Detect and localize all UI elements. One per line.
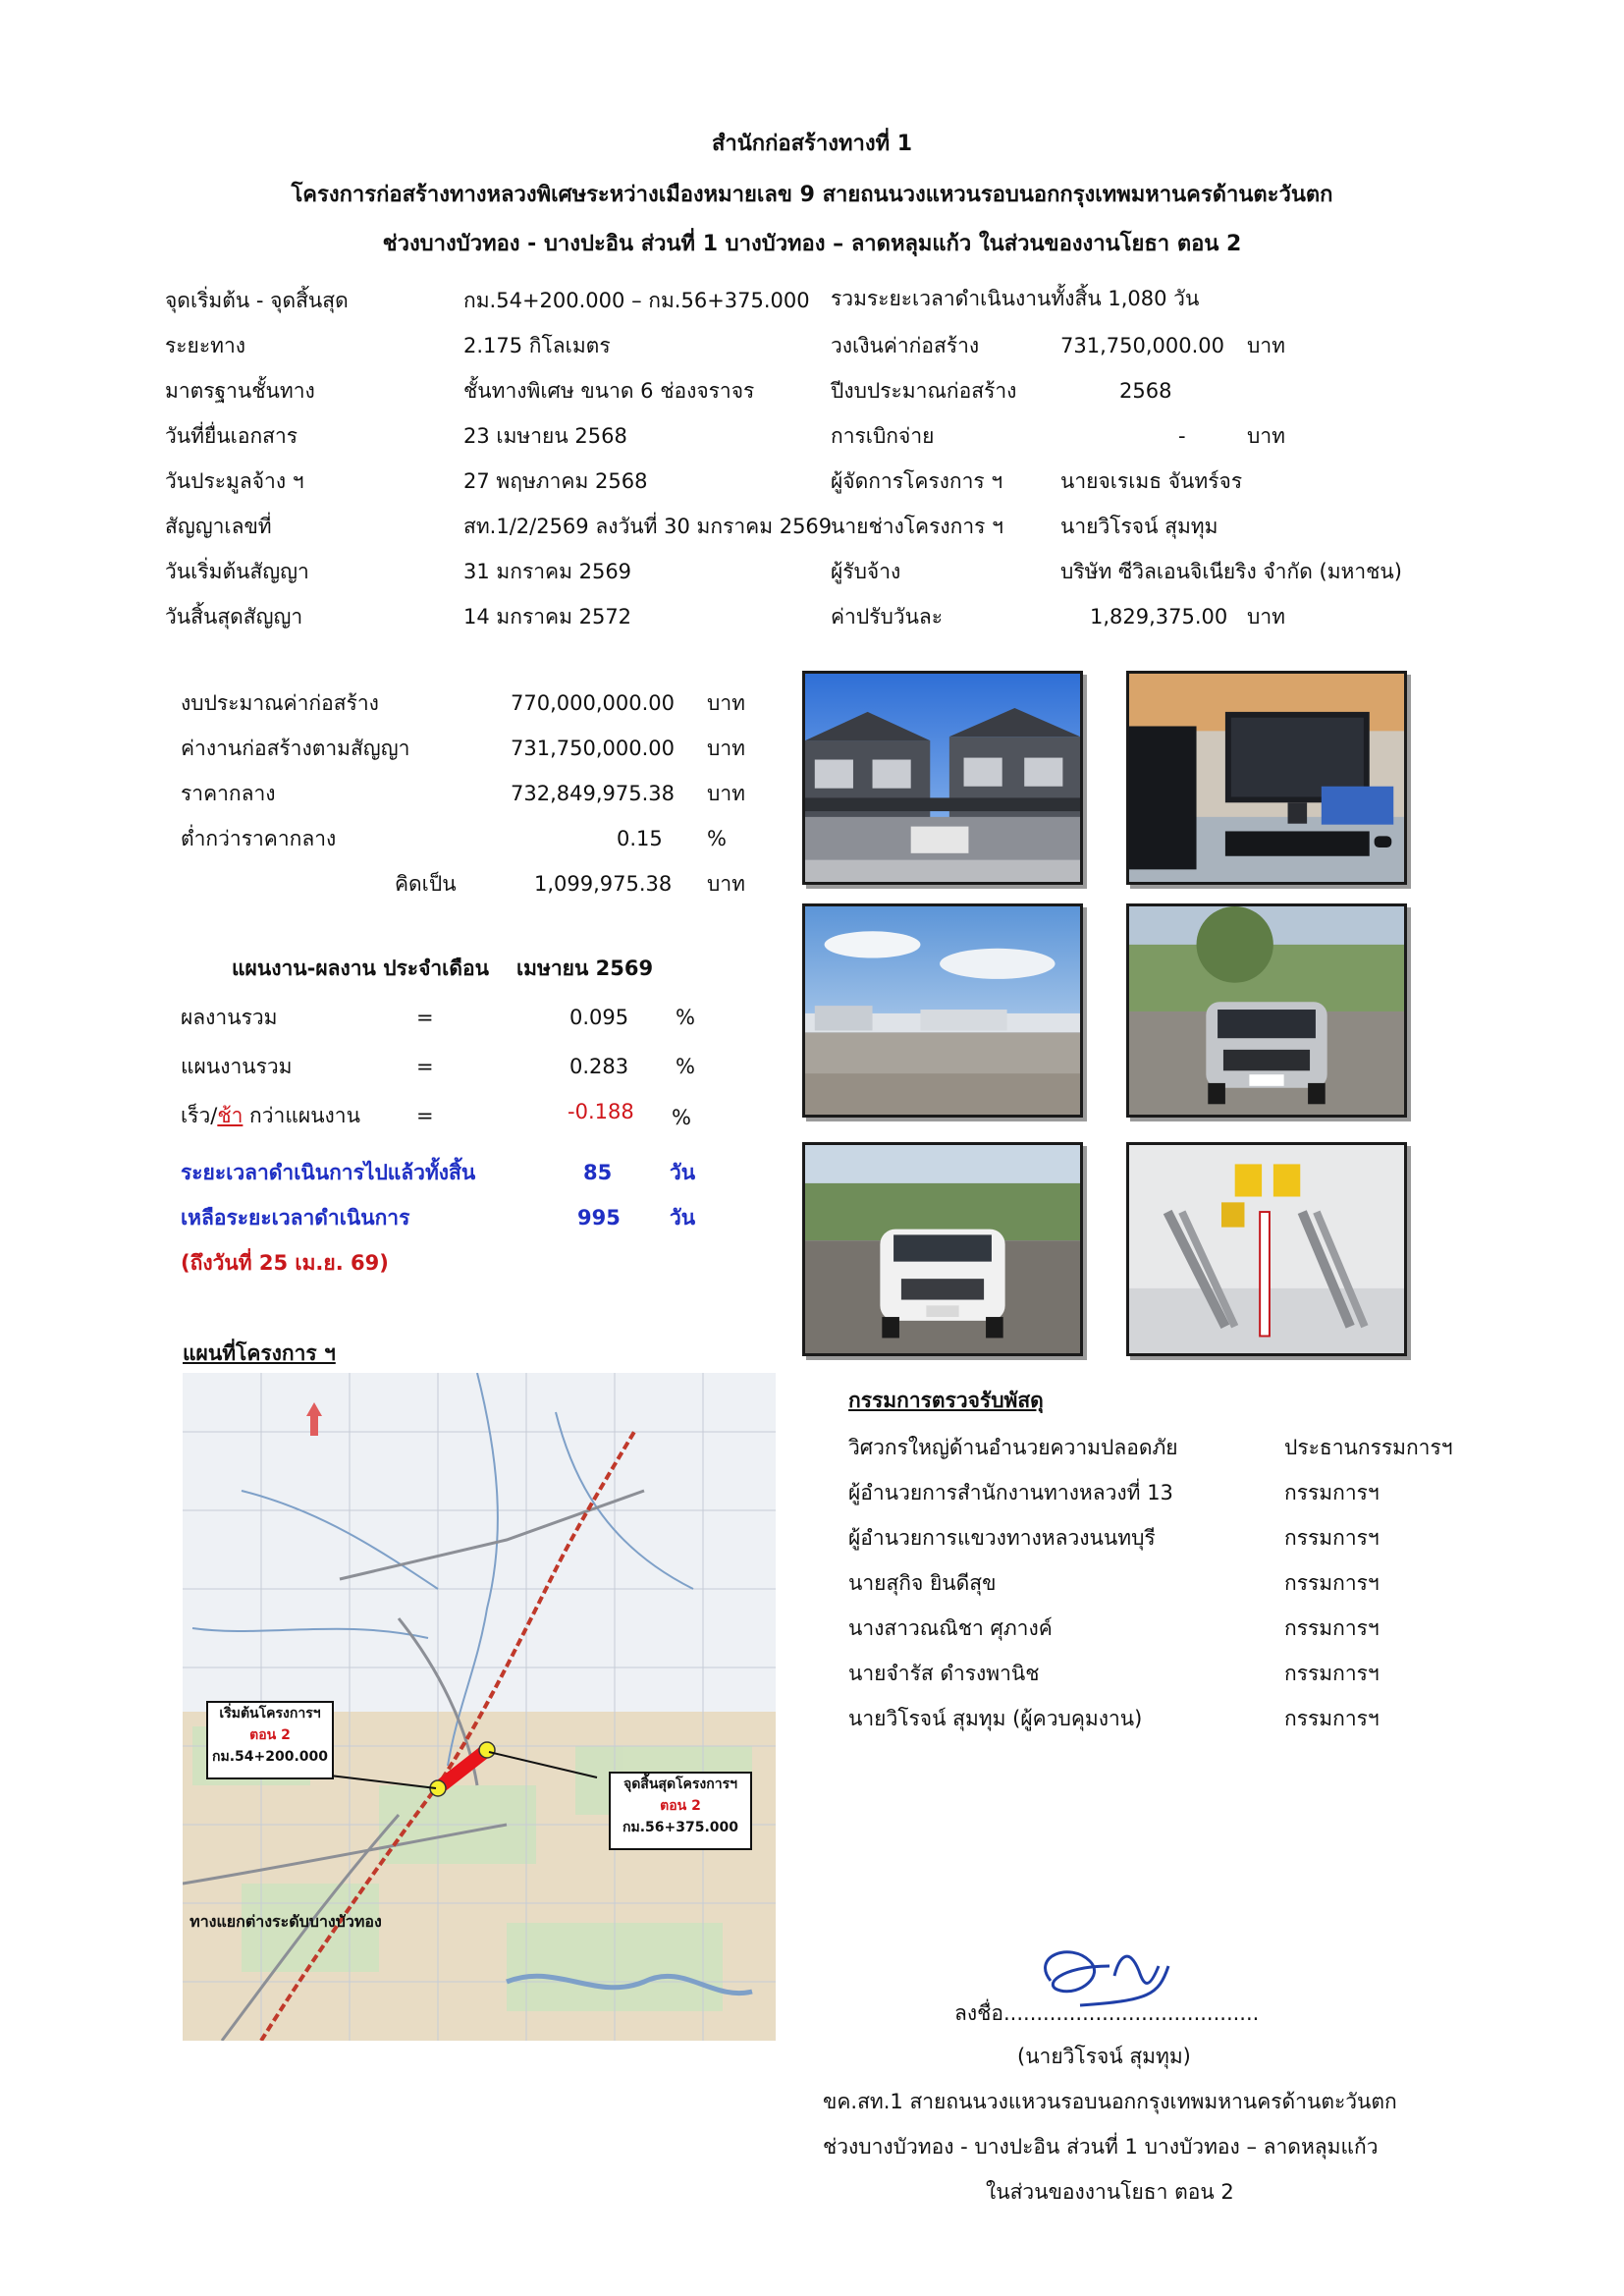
committee-role: กรรมการฯ	[1284, 1571, 1380, 1595]
info-unit: บาท	[1247, 605, 1285, 629]
progress-label: แผนงานรวม	[181, 1055, 293, 1078]
info-label: วันที่ยื่นเอกสาร	[165, 424, 298, 448]
committee-member: นางสาวณณิชา ศุภางค์	[848, 1616, 1053, 1640]
map-title: แผนที่โครงการ ฯ	[183, 1341, 336, 1365]
map-start-callout	[206, 1701, 334, 1779]
photo-white-truck	[802, 1142, 1083, 1356]
info-label: วงเงินค่าก่อสร้าง	[831, 334, 980, 357]
remaining-unit: วัน	[670, 1206, 696, 1230]
committee-role: กรรมการฯ	[1284, 1616, 1380, 1640]
budget-value: 732,849,975.38	[511, 782, 675, 805]
budget-label: งบประมาณค่าก่อสร้าง	[181, 691, 379, 715]
committee-member: นายวิโรจน์ สุมทุม (ผู้ควบคุมงาน)	[848, 1707, 1143, 1730]
progress-eq: =	[416, 1104, 434, 1127]
end-km: กม.56+375.000	[622, 1820, 738, 1835]
start-km: กม.54+200.000	[211, 1749, 328, 1765]
info-unit: บาท	[1247, 334, 1285, 357]
computer-photo	[1129, 674, 1404, 882]
office-title: สำนักก่อสร้างทางที่ 1	[711, 132, 913, 156]
info-value: สท.1/2/2569 ลงวันที่ 30 มกราคม 2569	[463, 515, 833, 538]
info-value: 2.175 กิโลเมตร	[463, 334, 611, 357]
than-plan-label: กว่าแผนงาน	[243, 1104, 360, 1127]
progress-value: 0.095	[569, 1006, 629, 1029]
progress-diff-label	[181, 1102, 360, 1129]
progress-unit: %	[676, 1055, 695, 1078]
committee-member: วิศวกรใหญ่ด้านอำนวยความปลอดภัย	[848, 1436, 1178, 1459]
committee-role: ประธานกรรมการฯ	[1284, 1436, 1453, 1459]
info-unit: บาท	[1247, 424, 1285, 448]
info-value: กม.54+200.000 – กม.56+375.000	[463, 289, 810, 312]
budget-label: ค่างานก่อสร้างตามสัญญา	[181, 737, 410, 760]
progress-value: 0.283	[569, 1055, 629, 1078]
info-value: 27 พฤษภาคม 2568	[463, 469, 648, 493]
budget-label: คิดเป็น	[395, 872, 457, 896]
progress-eq: =	[416, 1006, 434, 1029]
info-label: วันสิ้นสุดสัญญา	[165, 605, 303, 629]
budget-value: 731,750,000.00	[511, 737, 675, 760]
budget-unit: บาท	[707, 691, 745, 715]
info-label: สัญญาเลขที่	[165, 515, 272, 538]
budget-unit: %	[707, 827, 727, 850]
info-label: ปีงบประมาณก่อสร้าง	[831, 379, 1017, 403]
progress-unit: %	[676, 1006, 695, 1029]
budget-value: 770,000,000.00	[511, 691, 675, 715]
elapsed-value: 85	[583, 1161, 613, 1184]
committee-member: ผู้อำนวยการแขวงทางหลวงนนทบุรี	[848, 1526, 1156, 1550]
info-label: จุดเริ่มต้น - จุดสิ้นสุด	[165, 289, 349, 312]
photo-survey-equipment	[1126, 1142, 1407, 1356]
house-photo	[805, 674, 1080, 882]
photo-pickup-truck	[1126, 903, 1407, 1118]
progress-title: แผนงาน-ผลงาน ประจำเดือน	[232, 957, 489, 980]
truck-photo	[1129, 906, 1404, 1115]
committee-title: กรรมการตรวจรับพัสดุ	[848, 1389, 1044, 1412]
end-section: ตอน 2	[660, 1798, 701, 1814]
signer-position: ขค.สท.1 สายถนนวงแหวนรอบนอกกรุงเทพมหานครด้านตะวันตก	[823, 2090, 1397, 2113]
remaining-label: เหลือระยะเวลาดำเนินการ	[181, 1206, 410, 1230]
elapsed-unit: วัน	[670, 1161, 696, 1184]
budget-value: 0.15	[617, 827, 663, 850]
info-value: -	[1178, 424, 1186, 448]
budget-value: 1,099,975.38	[534, 872, 673, 896]
photo-site-office	[802, 671, 1083, 885]
signature-line: ลงชื่อ.......................................	[954, 2001, 1260, 2025]
start-section: ตอน 2	[249, 1727, 291, 1743]
budget-unit: บาท	[707, 872, 745, 896]
info-label: ผู้จัดการโครงการ ฯ	[831, 469, 1003, 493]
info-label: การเบิกจ่าย	[831, 424, 935, 448]
info-label: มาตรฐานชั้นทาง	[165, 379, 315, 403]
committee-member: ผู้อำนวยการสำนักงานทางหลวงที่ 13	[848, 1481, 1173, 1504]
map-end-callout	[609, 1772, 752, 1850]
committee-role: กรรมการฯ	[1284, 1707, 1380, 1730]
junction-label: ทางแยกต่างระดับบางบัวทอง	[189, 1912, 382, 1931]
progress-label: ผลงานรวม	[181, 1006, 278, 1029]
survey-equipment-photo	[1129, 1145, 1404, 1353]
info-label: ค่าปรับวันละ	[831, 605, 944, 629]
info-value: นายจเรเมธ จันทร์จร	[1060, 469, 1243, 493]
info-label: วันเริ่มต้นสัญญา	[165, 560, 309, 583]
info-value: 2568	[1119, 379, 1172, 403]
info-label: รวมระยะเวลาดำเนินงานทั้งสิ้น 1,080 วัน	[831, 287, 1200, 310]
photo-site-yard	[802, 903, 1083, 1118]
committee-role: กรรมการฯ	[1284, 1481, 1380, 1504]
info-value: บริษัท ซีวิลเอนจิเนียริง จำกัด (มหาชน)	[1060, 560, 1402, 583]
info-value: 14 มกราคม 2572	[463, 605, 632, 629]
info-label: นายช่างโครงการ ฯ	[831, 515, 1003, 538]
faster-label: เร็ว/	[181, 1104, 218, 1127]
progress-diff-value: -0.188	[568, 1100, 634, 1123]
info-label: วันประมูลจ้าง ฯ	[165, 469, 304, 493]
start-label: เริ่มต้นโครงการฯ	[219, 1706, 321, 1722]
remaining-value: 995	[577, 1206, 621, 1230]
project-map[interactable]	[183, 1373, 776, 2041]
project-title: โครงการก่อสร้างทางหลวงพิเศษระหว่างเมืองหมายเลข 9 สายถนนวงแหวนรอบนอกกรุงเทพมหานครด้านตะวันตก	[291, 183, 1333, 207]
info-label: ผู้รับจ้าง	[831, 560, 901, 583]
info-value: 31 มกราคม 2569	[463, 560, 632, 583]
info-label: ระยะทาง	[165, 334, 246, 357]
as-of-date: (ถึงวันที่ 25 เม.ย. 69)	[181, 1251, 389, 1275]
project-subtitle: ช่วงบางบัวทอง - บางปะอิน ส่วนที่ 1 บางบัวทอง – ลาดหลุมแก้ว ในส่วนของงานโยธา ตอน 2	[382, 232, 1242, 256]
committee-role: กรรมการฯ	[1284, 1526, 1380, 1550]
budget-label: ต่ำกว่าราคากลาง	[181, 827, 337, 850]
signer-position-2: ช่วงบางบัวทอง - บางปะอิน ส่วนที่ 1 บางบัวทอง – ลาดหลุมแก้ว	[823, 2135, 1379, 2159]
committee-role: กรรมการฯ	[1284, 1662, 1380, 1685]
committee-member: นายจำรัส ดำรงพานิช	[848, 1662, 1040, 1685]
progress-month: เมษายน 2569	[516, 957, 654, 980]
budget-unit: บาท	[707, 782, 745, 805]
progress-unit: %	[672, 1106, 691, 1129]
info-value: นายวิโรจน์ สุมทุม	[1060, 515, 1218, 538]
budget-label: ราคากลาง	[181, 782, 276, 805]
white-truck-photo	[805, 1145, 1080, 1353]
info-value: 731,750,000.00	[1060, 334, 1224, 357]
signer-name: (นายวิโรจน์ สุมทุม)	[1017, 2045, 1191, 2068]
yard-photo	[805, 906, 1080, 1115]
info-value: ชั้นทางพิเศษ ขนาด 6 ช่องจราจร	[463, 379, 755, 403]
committee-member: นายสุกิจ ยินดีสุข	[848, 1571, 997, 1595]
budget-unit: บาท	[707, 737, 745, 760]
photo-computer	[1126, 671, 1407, 885]
signer-position-3: ในส่วนของงานโยธา ตอน 2	[986, 2180, 1234, 2204]
info-value: 23 เมษายน 2568	[463, 424, 627, 448]
slower-label: ช้า	[217, 1104, 244, 1127]
elapsed-label: ระยะเวลาดำเนินการไปแล้วทั้งสิ้น	[181, 1161, 476, 1184]
info-value: 1,829,375.00	[1090, 605, 1228, 629]
progress-eq: =	[416, 1055, 434, 1078]
end-label: จุดสิ้นสุดโครงการฯ	[623, 1777, 737, 1792]
